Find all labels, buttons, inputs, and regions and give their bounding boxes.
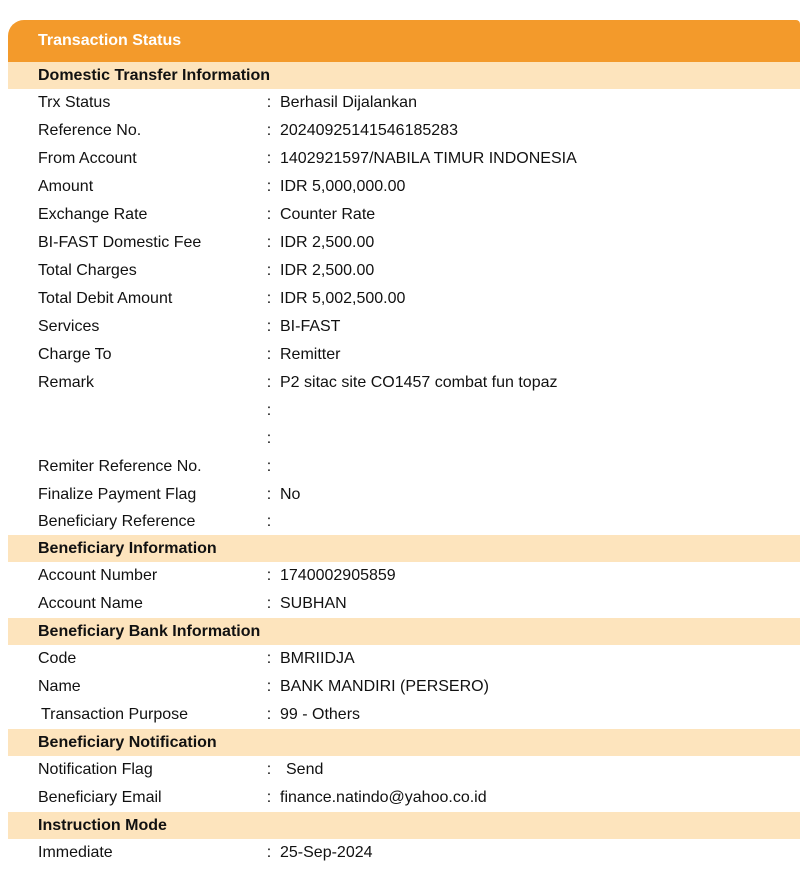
- row-charge-to: [8, 341, 800, 369]
- row-separator: :: [266, 789, 272, 806]
- row-value: 20240925141546185283: [280, 122, 458, 139]
- row-separator: :: [266, 318, 272, 335]
- row-label: Trx Status: [38, 94, 111, 111]
- row-separator: :: [266, 122, 272, 139]
- row-label: Services: [38, 318, 100, 335]
- row-separator: :: [266, 430, 272, 447]
- row-account-name: [8, 590, 800, 618]
- row-value: Counter Rate: [280, 206, 376, 223]
- row-separator: :: [266, 346, 272, 363]
- row-name: [8, 673, 800, 701]
- row-separator: :: [266, 844, 272, 861]
- instruction-rows: [8, 839, 800, 867]
- row-value: IDR 2,500.00: [280, 262, 375, 279]
- row-separator: :: [266, 650, 272, 667]
- section-beneficiary-bank-information: Beneficiary Bank Information: [8, 618, 800, 645]
- row-services: [8, 313, 800, 341]
- row-label: Exchange Rate: [38, 206, 148, 223]
- row-value: IDR 5,002,500.00: [280, 290, 406, 307]
- row-label: Code: [38, 650, 77, 667]
- row-separator: :: [266, 595, 272, 612]
- row-label: Transaction Purpose: [41, 706, 189, 723]
- row-amount: [8, 173, 800, 201]
- row-separator: :: [266, 206, 272, 223]
- row-label: BI-FAST Domestic Fee: [38, 234, 202, 251]
- row-remark-line-3: [8, 425, 800, 453]
- panel-header: [8, 20, 800, 62]
- row-separator: :: [266, 567, 272, 584]
- row-value: P2 sitac site CO1457 combat fun topaz: [280, 374, 558, 391]
- row-value: 25-Sep-2024: [280, 844, 373, 861]
- row-label: Notification Flag: [38, 761, 153, 778]
- row-total-debit-amount: [8, 285, 800, 313]
- row-beneficiary-email: [8, 784, 800, 812]
- row-beneficiary-reference: [8, 509, 800, 535]
- row-value: 99 - Others: [280, 706, 361, 723]
- row-label: Immediate: [38, 844, 113, 861]
- row-bi-fast-domestic-fee: [8, 229, 800, 257]
- row-separator: :: [266, 150, 272, 167]
- row-value: 1402921597/NABILA TIMUR INDONESIA: [280, 150, 577, 167]
- panel-title: Transaction Status: [38, 32, 182, 49]
- row-label: Finalize Payment Flag: [38, 486, 197, 503]
- row-value: BMRIIDJA: [280, 650, 355, 667]
- row-value: IDR 5,000,000.00: [280, 178, 406, 195]
- row-label: Beneficiary Reference: [38, 513, 196, 530]
- notification-rows: [8, 756, 800, 812]
- row-total-charges: [8, 257, 800, 285]
- row-separator: :: [266, 706, 272, 723]
- row-separator: :: [266, 290, 272, 307]
- row-separator: :: [266, 678, 272, 695]
- row-remark: [8, 369, 800, 397]
- row-label: Reference No.: [38, 122, 142, 139]
- row-separator: :: [266, 262, 272, 279]
- row-label: Beneficiary Email: [38, 789, 162, 806]
- row-immediate: [8, 839, 800, 867]
- row-label: Remark: [38, 374, 95, 391]
- row-transaction-purpose: [8, 701, 800, 729]
- row-separator: :: [266, 458, 272, 475]
- row-separator: :: [266, 402, 272, 419]
- row-remark-line-2: [8, 397, 800, 425]
- row-value: 1740002905859: [280, 567, 396, 584]
- row-value: Send: [286, 761, 324, 778]
- row-trx-status: [8, 89, 800, 117]
- row-code: [8, 645, 800, 673]
- row-from-account: [8, 145, 800, 173]
- row-value: BI-FAST: [280, 318, 341, 335]
- row-separator: :: [266, 761, 272, 778]
- bank-rows: [8, 645, 800, 729]
- row-notification-flag: [8, 756, 800, 784]
- row-label: Remiter Reference No.: [38, 458, 202, 475]
- row-separator: :: [266, 234, 272, 251]
- row-value: Berhasil Dijalankan: [280, 94, 417, 111]
- domestic-transfer-rows: [8, 89, 800, 535]
- row-separator: :: [266, 374, 272, 391]
- section-beneficiary-notification: Beneficiary Notification: [8, 729, 800, 756]
- row-value: finance.natindo@yahoo.co.id: [280, 789, 487, 806]
- row-remiter-reference-no: [8, 453, 800, 481]
- row-label: Amount: [38, 178, 94, 195]
- row-label: From Account: [38, 150, 137, 167]
- row-separator: :: [266, 513, 272, 530]
- section-beneficiary-information: Beneficiary Information: [8, 535, 800, 562]
- row-label: Total Charges: [38, 262, 137, 279]
- row-value: No: [280, 486, 301, 503]
- row-separator: :: [266, 178, 272, 195]
- row-label: Account Name: [38, 595, 143, 612]
- row-finalize-payment-flag: [8, 481, 800, 509]
- row-label: Total Debit Amount: [38, 290, 173, 307]
- row-label: Charge To: [38, 346, 112, 363]
- row-reference-no: [8, 117, 800, 145]
- row-value: BANK MANDIRI (PERSERO): [280, 678, 489, 695]
- row-value: SUBHAN: [280, 595, 347, 612]
- row-separator: :: [266, 486, 272, 503]
- section-domestic-transfer-information: Domestic Transfer Information: [8, 62, 800, 89]
- row-value: Remitter: [280, 346, 341, 363]
- row-account-number: [8, 562, 800, 590]
- row-separator: :: [266, 94, 272, 111]
- row-exchange-rate: [8, 201, 800, 229]
- transaction-status-panel: [8, 20, 800, 885]
- beneficiary-rows: [8, 562, 800, 618]
- row-label: Account Number: [38, 567, 158, 584]
- row-label: Name: [38, 678, 81, 695]
- section-instruction-mode: Instruction Mode: [8, 812, 800, 839]
- row-value: IDR 2,500.00: [280, 234, 375, 251]
